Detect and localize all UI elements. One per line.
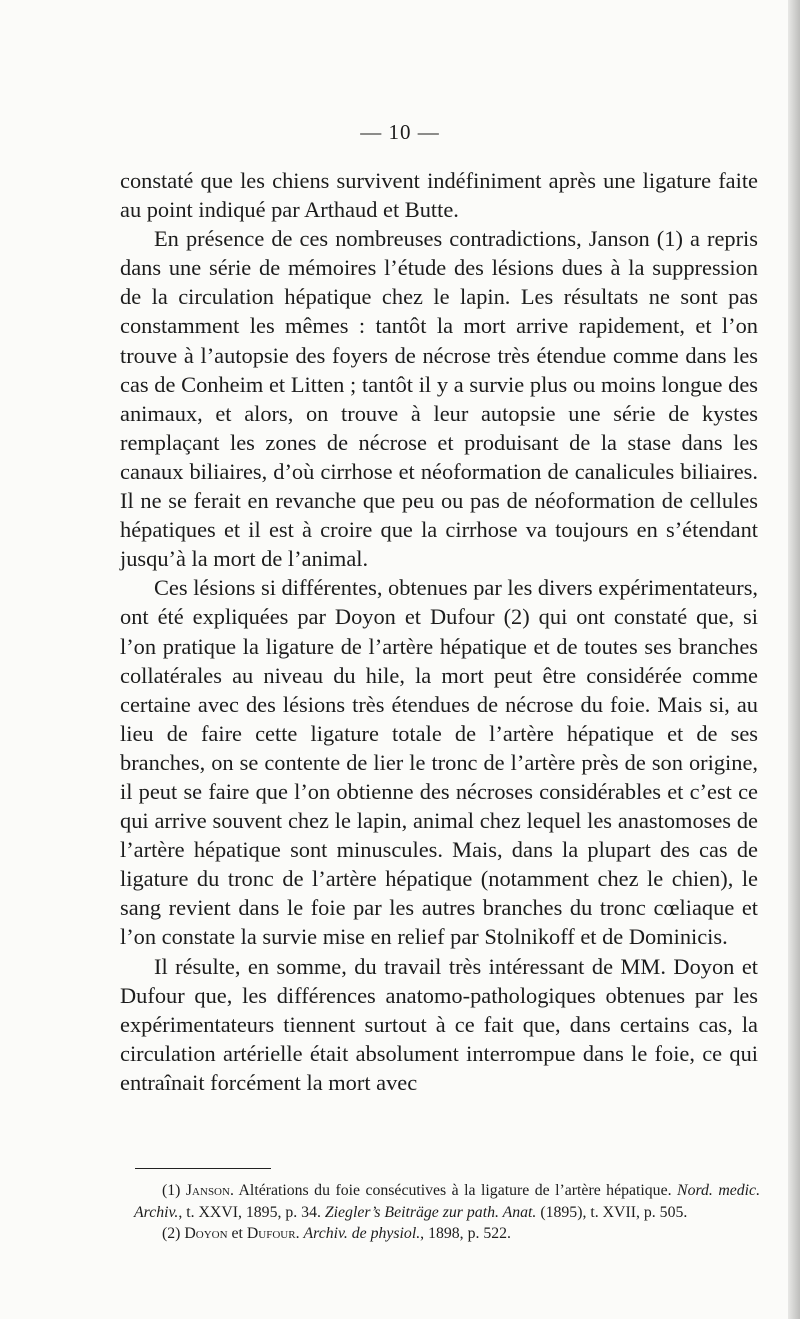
footnotes (134, 1180, 760, 1245)
footnote-2-connector: et (231, 1225, 243, 1242)
footnote-1 (134, 1180, 760, 1223)
footnote-2 (134, 1223, 760, 1245)
footnote-1-ref-2: (1895), t. XVII, p. 505. (540, 1203, 688, 1221)
paragraph-4: Il résulte, en somme, du travail très intéressant de MM. Doyon et Dufour que, les différences anatomo-pathologiques obtenues par les expérimentateurs tiennent surtout à ce fait que, dans certains cas, la circulation artérielle était absolument interrompue dans le foie, ce qui entraînait forcément la mort avec (120, 953, 758, 1095)
footnote-2-author-2: Dufour. (246, 1225, 300, 1242)
main-text (120, 166, 758, 1097)
footnote-1-journal-1: Nord. medic. Archiv. (134, 1182, 761, 1221)
footnote-rule (135, 1168, 271, 1169)
footnote-1-ref-1: , t. XXVI, 1895, p. 34. (178, 1203, 321, 1221)
page-number: — 10 — (360, 120, 440, 144)
footnote-2-author-1: Doyon (184, 1225, 228, 1242)
footnote-1-author: Janson. (185, 1182, 234, 1199)
paragraph-1: constaté que les chiens survivent indéfiniment après une ligature faite au point indiqué par Arthaud et Butte. (120, 168, 758, 223)
footnote-2-ref: , 1898, p. 522. (420, 1225, 512, 1242)
paragraph-2: En présence de ces nombreuses contradictions, Janson (1) a repris dans une série de mémoires l’étude des lésions dues à la suppression de la circulation hépatique chez le lapin. Les résultats ne sont pas constamment les mêmes : tantôt la mort arrive rapidement, et l’on trouve à l’autopsie des foyers de nécrose très étendue comme dans les cas de Conheim et Litten ; tantôt il y a survie plus ou moins longue des animaux, et alors, on trouve à leur autopsie une série de kystes remplaçant les zones de nécrose et produisant de la stase dans les canaux biliaires, d’où cirrhose et néoformation de canalicules biliaires. Il ne se ferait en revanche que peu ou pas de néoformation de cellules hépatiques et il est à croire que la cirrhose va toujours en s’étendant jusqu’à la mort de l’animal. (120, 226, 758, 572)
footnote-2-marker: (2) (162, 1225, 181, 1242)
footnote-1-title: Altérations du foie consécutives à la ligature de l’artère hépatique. (238, 1182, 672, 1199)
footnote-1-marker: (1) (162, 1182, 181, 1199)
footnote-2-journal: Archiv. de physiol. (303, 1225, 421, 1242)
page-edge-shadow (788, 0, 800, 1319)
footnote-1-journal-2: Ziegler’s Beiträge zur path. Anat. (324, 1203, 537, 1221)
paragraph-3: Ces lésions si différentes, obtenues par les divers expérimentateurs, ont été expliquées par Doyon et Dufour (2) qui ont constaté que, si l’on pratique la ligature de l’artère hépatique et de toutes ses branches collatérales au niveau du hile, la mort peut être considérée comme certaine avec des lésions très étendues de nécrose du foie. Mais si, au lieu de faire cette ligature totale de l’artère hépatique et de ses branches, on se contente de lier le tronc de l’artère près de son origine, il peut se faire que l’on obtienne des nécroses considérables et c’est ce qui arrive souvent chez le lapin, animal chez lequel les anastomoses de l’artère hépatique sont minuscules. Mais, dans la plupart des cas de ligature du tronc de l’artère hépatique (notamment chez le chien), le sang revient dans le foie par les autres branches du tronc cœliaque et l’on constate la survie mise en relief par Stolnikoff et de Dominicis. (120, 575, 758, 950)
